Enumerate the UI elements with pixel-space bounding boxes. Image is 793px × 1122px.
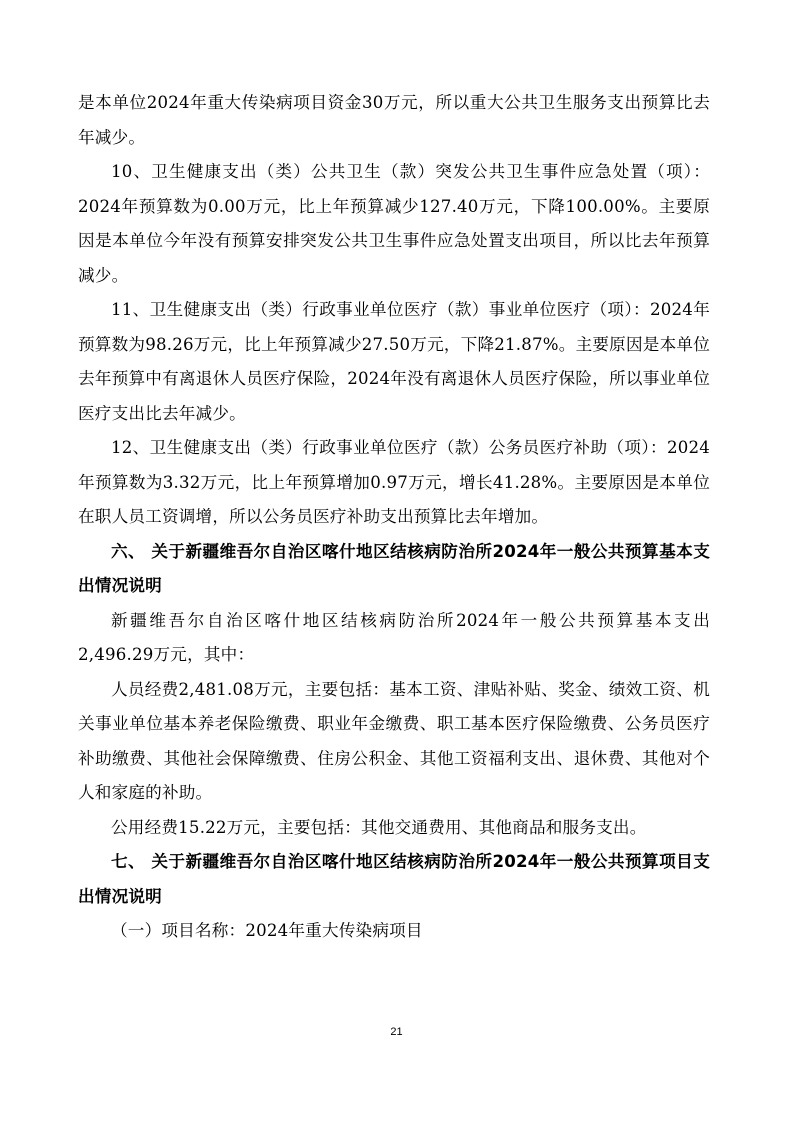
paragraph-item-11: 11、卫生健康支出（类）行政事业单位医疗（款）事业单位医疗（项）：2024年预算数为98.26万元，比上年预算减少27.50万元，下降21.87%。主要原因是本单位去年预算中有离退休人员医疗保险，2024年没有离退休人员医疗保险，所以事业单位医疗支出比去年减少。 <box>78 300 710 423</box>
paragraph-continuation: 是本单位2024年重大传染病项目资金30万元，所以重大公共卫生服务支出预算比去年减少。 <box>78 93 710 147</box>
page-number: 21 <box>390 1026 403 1038</box>
paragraph-item-12: 12、卫生健康支出（类）行政事业单位医疗（款）公务员医疗补助（项）：2024年预算数为3.32万元，比上年预算增加0.97万元，增长41.28%。主要原因是本单位在职人员工资调增，所以公务员医疗补助支出预算比去年增加。 <box>78 438 710 526</box>
paragraph-project-name: （一）项目名称：2024年重大传染病项目 <box>111 921 423 940</box>
document-body <box>78 86 710 949</box>
paragraph-item-10: 10、卫生健康支出（类）公共卫生（款）突发公共卫生事件应急处置（项）：2024年预算数为0.00万元，比上年预算减少127.40万元，下降100.00%。主要原因是本单位今年没有预算安排突发公共卫生事件应急处置支出项目，所以比去年预算减少。 <box>78 162 710 285</box>
section-heading-6: 六、 关于新疆维吾尔自治区喀什地区结核病防治所2024年一般公共预算基本支出情况说明 <box>78 541 710 595</box>
paragraph-basic-expenditure: 新疆维吾尔自治区喀什地区结核病防治所2024年一般公共预算基本支出2,496.29万元，其中： <box>78 610 710 664</box>
paragraph-personnel-expenses: 人员经费2,481.08万元，主要包括：基本工资、津贴补贴、奖金、绩效工资、机关事业单位基本养老保险缴费、职业年金缴费、职工基本医疗保险缴费、公务员医疗补助缴费、其他社会保障缴费、住房公积金、其他工资福利支出、退休费、其他对个人和家庭的补助。 <box>78 679 710 802</box>
section-heading-7: 七、 关于新疆维吾尔自治区喀什地区结核病防治所2024年一般公共预算项目支出情况说明 <box>78 852 710 906</box>
paragraph-public-expenses: 公用经费15.22万元，主要包括：其他交通费用、其他商品和服务支出。 <box>111 817 647 837</box>
